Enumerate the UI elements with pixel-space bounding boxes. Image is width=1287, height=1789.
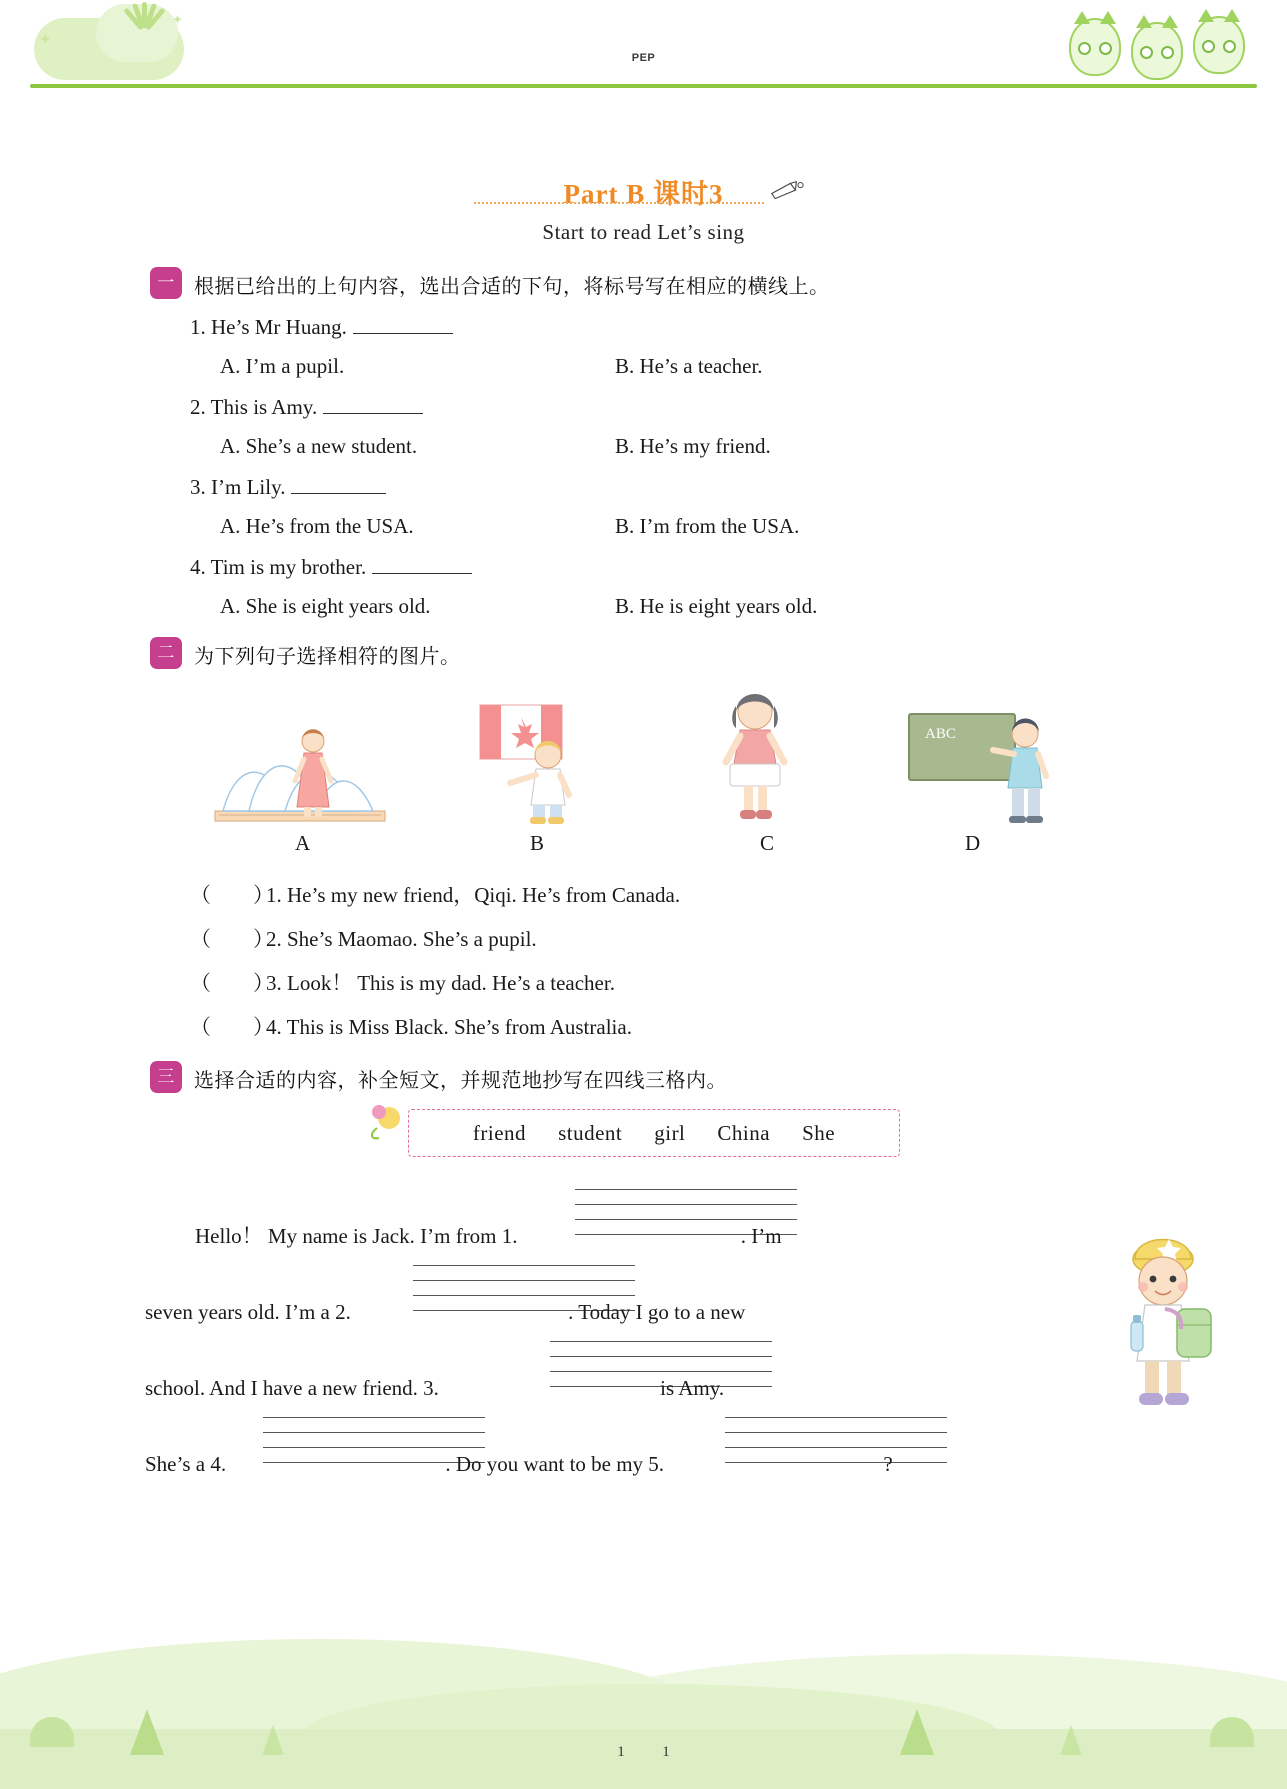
page-title: Part B 课时3	[563, 179, 724, 209]
passage-text	[145, 1454, 893, 1475]
exercise-1-heading	[150, 267, 1287, 299]
picture-b-canada-flag-boy[interactable]	[470, 691, 610, 831]
answer-blank[interactable]	[353, 316, 453, 334]
passage-text-before: school. And I have a new friend. 3.	[145, 1376, 439, 1400]
exercise-1-instruction: 根据已给出的上句内容，选出合适的下句，将标号写在相应的横线上。	[194, 274, 830, 298]
question-stem	[190, 395, 1287, 420]
title-dotted-rule	[474, 202, 764, 204]
passage-text-after: . Today I go to a new	[568, 1300, 746, 1324]
passage-text-after: is Amy.	[660, 1376, 725, 1400]
passage-text	[145, 1378, 724, 1399]
match-row	[190, 967, 1287, 997]
match-row	[190, 1011, 1287, 1041]
answer-parenthesis[interactable]: （ ）	[190, 883, 274, 907]
exercise-1-number: 一	[150, 267, 182, 299]
option-b[interactable]: B. He is eight years old.	[615, 594, 818, 618]
passage-line-1	[145, 1183, 955, 1259]
page-title-block	[0, 172, 1287, 245]
word-bank-item[interactable]: friend	[472, 1120, 527, 1145]
word-bank-item[interactable]: student	[558, 1120, 623, 1145]
page-number	[0, 1744, 1287, 1761]
exercise-2-instruction: 为下列句子选择相符的图片。	[194, 644, 461, 668]
flower-icon	[367, 1100, 409, 1142]
passage-text-before: seven years old. I’m a 2.	[145, 1300, 351, 1324]
option-a[interactable]: A. She’s a new student.	[220, 434, 418, 458]
picture-label-d: D	[965, 831, 981, 855]
picture-options-row	[0, 681, 1287, 831]
question-options	[220, 514, 1287, 539]
question-options	[220, 354, 1287, 379]
option-a[interactable]: A. He’s from the USA.	[220, 514, 414, 538]
page-subtitle: Start to read Let’s sing	[542, 220, 745, 244]
question-stem-text: 1. He’s Mr Huang.	[190, 315, 347, 339]
match-sentence: 1. He’s my new friend，Qiqi. He’s from Canada.	[266, 883, 681, 907]
answer-parenthesis[interactable]: （ ）	[190, 927, 274, 951]
picture-label-c: C	[760, 831, 775, 855]
answer-blank[interactable]	[323, 396, 423, 414]
option-b[interactable]: B. He’s a teacher.	[615, 354, 763, 378]
star-icon: ✦	[38, 30, 53, 49]
question-options	[220, 594, 1287, 619]
picture-a-opera-house[interactable]	[205, 711, 395, 831]
option-b[interactable]: B. I’m from the USA.	[615, 514, 800, 538]
question-stem-text: 2. This is Amy.	[190, 395, 318, 419]
exercise-2-sentences	[190, 879, 1287, 1041]
match-row	[190, 879, 1287, 909]
pencil-icon	[770, 180, 804, 202]
question-stem-text: 3. I’m Lily.	[190, 475, 286, 499]
passage-text-after: . I’m	[740, 1224, 782, 1248]
exercise-3-number: 三	[150, 1061, 182, 1093]
question-stem-text: 4. Tim is my brother.	[190, 555, 367, 579]
match-row	[190, 923, 1287, 953]
boy-with-backpack-illustration	[1105, 1225, 1225, 1415]
exercise-3-heading	[150, 1061, 1287, 1093]
passage-text-before: Hello！ My name is Jack. I’m from 1.	[195, 1224, 518, 1248]
passage-line-4	[145, 1411, 955, 1487]
exercise-2-heading	[150, 637, 1287, 669]
match-sentence: 3. Look！ This is my dad. He’s a teacher.	[266, 971, 615, 995]
question-stem	[190, 555, 1287, 580]
answer-parenthesis[interactable]: （ ）	[190, 1015, 274, 1039]
picture-labels	[0, 831, 1287, 865]
passage-text-mid: . Do you want to be my 5.	[445, 1452, 665, 1476]
picture-label-a: A	[295, 831, 311, 855]
word-bank	[408, 1109, 900, 1157]
question-options	[220, 434, 1287, 459]
blackboard-text: ABC	[925, 726, 956, 742]
exercise-3-instruction: 选择合适的内容，补全短文，并规范地抄写在四线三格内。	[194, 1068, 727, 1092]
passage-line-2	[145, 1259, 955, 1335]
picture-d-teacher-blackboard[interactable]	[905, 706, 1055, 831]
match-sentence: 2. She’s Maomao. She’s a pupil.	[266, 927, 537, 951]
option-b[interactable]: B. He’s my friend.	[615, 434, 771, 458]
passage-line-3	[145, 1335, 955, 1411]
passage-text-after: ?	[883, 1452, 893, 1476]
question-stem	[190, 475, 1287, 500]
word-bank-item[interactable]: China	[717, 1120, 771, 1145]
question-stem	[190, 315, 1287, 340]
exercise-1-body	[190, 315, 1287, 619]
word-bank-item[interactable]: girl	[654, 1120, 686, 1145]
exercise-2-number: 二	[150, 637, 182, 669]
match-sentence: 4. This is Miss Black. She’s from Australia.	[266, 1015, 632, 1039]
star-icon-2: ✦	[172, 12, 183, 27]
page-number-right: 1	[662, 1744, 708, 1760]
answer-blank[interactable]	[372, 556, 472, 574]
page-footer-decoration	[0, 1569, 1287, 1789]
publisher-label: PEP	[631, 52, 656, 64]
answer-parenthesis[interactable]: （ ）	[190, 971, 274, 995]
option-a[interactable]: A. She is eight years old.	[220, 594, 431, 618]
page-number-left: 1	[617, 1744, 663, 1760]
passage-text	[195, 1226, 782, 1247]
picture-label-b: B	[530, 831, 545, 855]
picture-c-pupil-girl[interactable]	[700, 686, 810, 831]
word-bank-item[interactable]: She	[802, 1120, 836, 1145]
cloze-passage	[145, 1183, 955, 1487]
option-a[interactable]: A. I’m a pupil.	[220, 354, 345, 378]
answer-blank[interactable]	[291, 476, 386, 494]
passage-text-before: She’s a 4.	[145, 1452, 227, 1476]
passage-text	[145, 1302, 745, 1323]
